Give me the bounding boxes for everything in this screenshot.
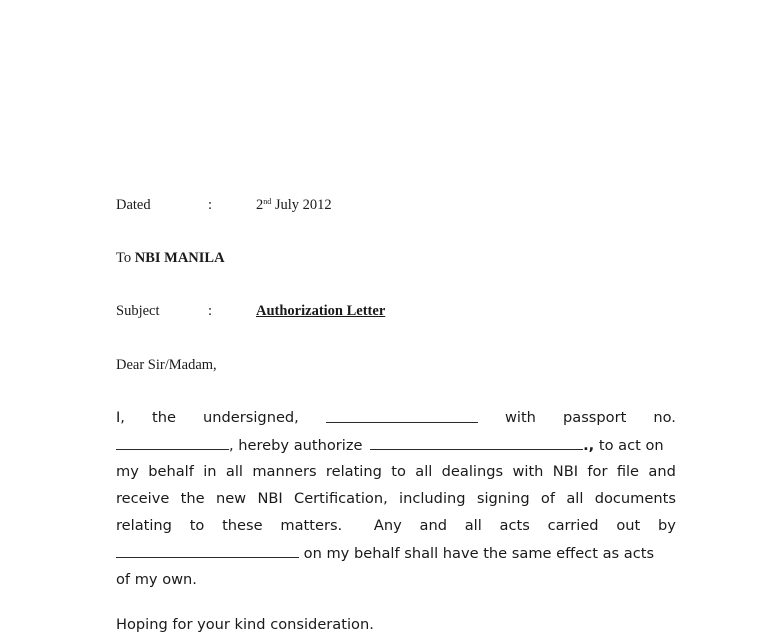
subject-value: Authorization Letter: [256, 303, 386, 319]
body-line-7: of my own.: [116, 571, 197, 588]
body-line-2: , hereby authorize ., to act on: [116, 436, 676, 454]
body-line-1: I, the undersigned, with passport no.: [116, 409, 676, 426]
subject-label: Subject: [116, 303, 160, 319]
subject-colon: :: [208, 303, 213, 319]
dated-colon: :: [208, 197, 213, 213]
body-line-3: my behalf in all manners relating to all dealings with NBI for file and: [116, 463, 676, 480]
date-value: 2nd July 2012: [256, 197, 332, 213]
recipient: To NBI MANILA: [116, 250, 225, 266]
name-blank: [326, 409, 478, 423]
closing-line: Hoping for your kind consideration.: [116, 616, 374, 633]
body-line-5: relating to these matters. Any and all acts carried out by: [116, 517, 676, 534]
passport-blank: [116, 436, 229, 450]
dated-label: Dated: [116, 197, 151, 213]
authorized-person-blank: [370, 436, 583, 450]
salutation: Dear Sir/Madam,: [116, 357, 217, 373]
body-line-4: receive the new NBI Certification, including signing of all documents: [116, 490, 676, 507]
representative-blank: [116, 544, 299, 558]
body-line-6: on my behalf shall have the same effect as acts: [116, 544, 654, 562]
